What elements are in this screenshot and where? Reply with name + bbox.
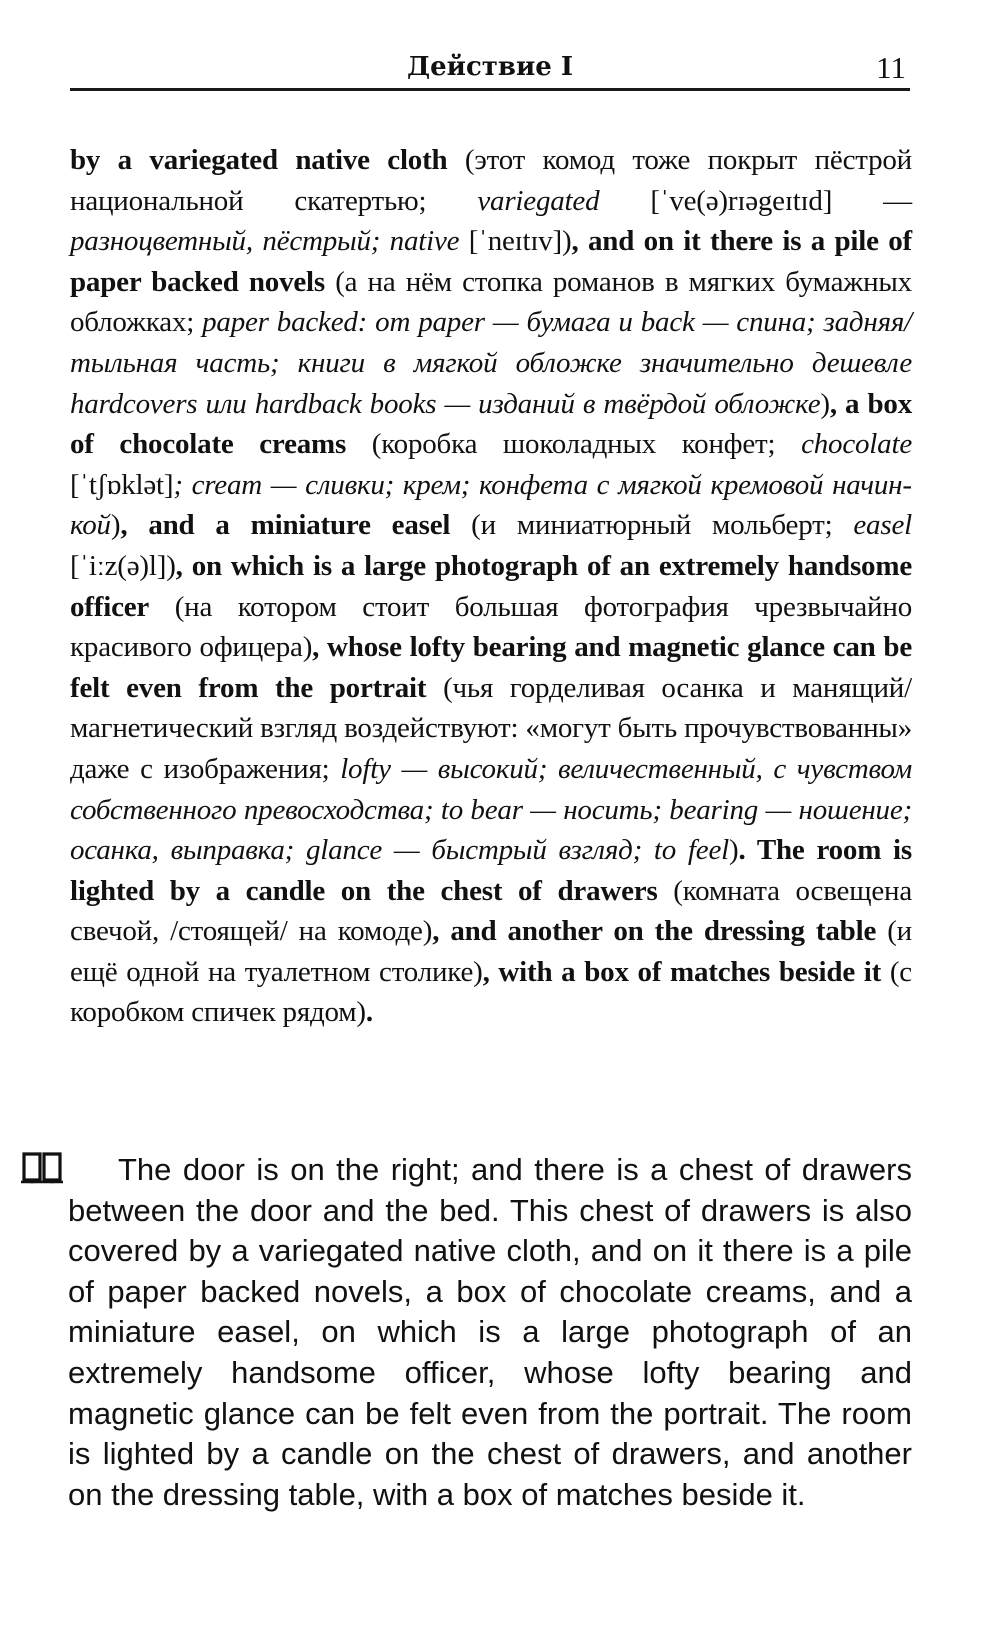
english-phrase: , and a miniature easel: [120, 509, 451, 542]
russian-translation: (этот комод тоже покрыт пёстрой национальной скатертью;: [70, 144, 912, 217]
russian-translation: (чья горделивая осанка и манящий/магнетический взгляд воздействуют: «могут быть прочувствованны» даже с изображения;: [70, 671, 912, 785]
english-phrase: by a variegated native cloth: [70, 144, 448, 176]
open-book-icon: [20, 1148, 64, 1186]
gloss-italic: chocolate: [801, 428, 912, 461]
russian-translation: (на котором стоит большая фотография чрезвычайно красивого офицера): [70, 590, 912, 664]
gloss-italic: разноцветный, пёстрый; native: [70, 225, 460, 258]
english-phrase: . The room is lighted by a candle on the chest of drawers: [70, 834, 912, 907]
russian-translation: ): [728, 834, 739, 867]
gloss-italic: lofty — высокий; величественный, с чувством собственного превосходства; to bear — носить; bearing — ношение; осанка, выправка; glance — быстрый взгляд; to feel: [70, 752, 913, 867]
russian-translation: ): [820, 387, 830, 420]
english-phrase: , and on it there is a pile of paper backed novels: [70, 225, 912, 298]
russian-translation: [ˈiːz(ə)l]): [70, 549, 176, 582]
russian-translation: [ˈneɪtɪv]): [459, 225, 572, 258]
english-phrase: .: [365, 996, 373, 1029]
gloss-italic: easel: [853, 509, 912, 542]
english-phrase: , with a box of matches beside it: [482, 955, 882, 988]
russian-translation: (а на нём стопка романов в мягких бумажных обложках;: [70, 265, 912, 339]
running-header: [70, 48, 910, 91]
russian-translation: (и ещё одной на туалетном столике): [70, 915, 913, 988]
russian-translation: [ˈve(ə)rɪəgeɪtɪd] —: [599, 184, 912, 217]
russian-translation: [ˈtʃɒklət]: [70, 468, 174, 501]
english-phrase: , a box of chocolate creams: [70, 387, 912, 461]
chapter-title: Действие I: [407, 52, 573, 82]
russian-translation: ): [110, 509, 121, 542]
russian-translation: (с коробком спичек рядом): [70, 955, 912, 1029]
russian-translation: (комната освещена свечой, /стоящей/ на комоде): [70, 874, 912, 948]
gloss-italic: paper backed: от paper — бумага и back — спина; задняя/тыльная часть; книги в мягкой обложке значительно дешевле hardcovers или hardback books — изданий в твёрдой обложке: [70, 306, 912, 420]
gloss-italic: variegated: [477, 184, 600, 217]
page-number: 11: [876, 50, 906, 85]
annotated-paragraph: [70, 140, 912, 1033]
original-text-paragraph: The door is on the right; and there is a chest of drawers between the door and the bed. This chest of drawers is also covered by a variegated native cloth, and on it there is a pile of paper backed novels, a box of chocolate creams, and a miniature easel, on which is a large photograph of an extremely handsome officer, whose lofty bearing and magnetic glance can be felt even from the portrait. The room is lighted by a candle on the chest of drawers, and another on the dressing table, with a box of matches beside it.: [68, 1152, 912, 1512]
gloss-italic: ; cream — сливки; крем; конфета с мягкой кремовой начинкой: [70, 468, 912, 542]
russian-translation: (и миниатюрный мольберт;: [450, 509, 854, 542]
russian-translation: (коробка шоколадных конфет;: [346, 428, 802, 461]
english-phrase: , and another on the dressing table: [432, 915, 877, 948]
english-phrase: , on which is a large photograph of an extremely handsome officer: [70, 549, 912, 623]
english-phrase: , whose lofty bearing and magnetic glance can be felt even from the portrait: [70, 631, 912, 704]
